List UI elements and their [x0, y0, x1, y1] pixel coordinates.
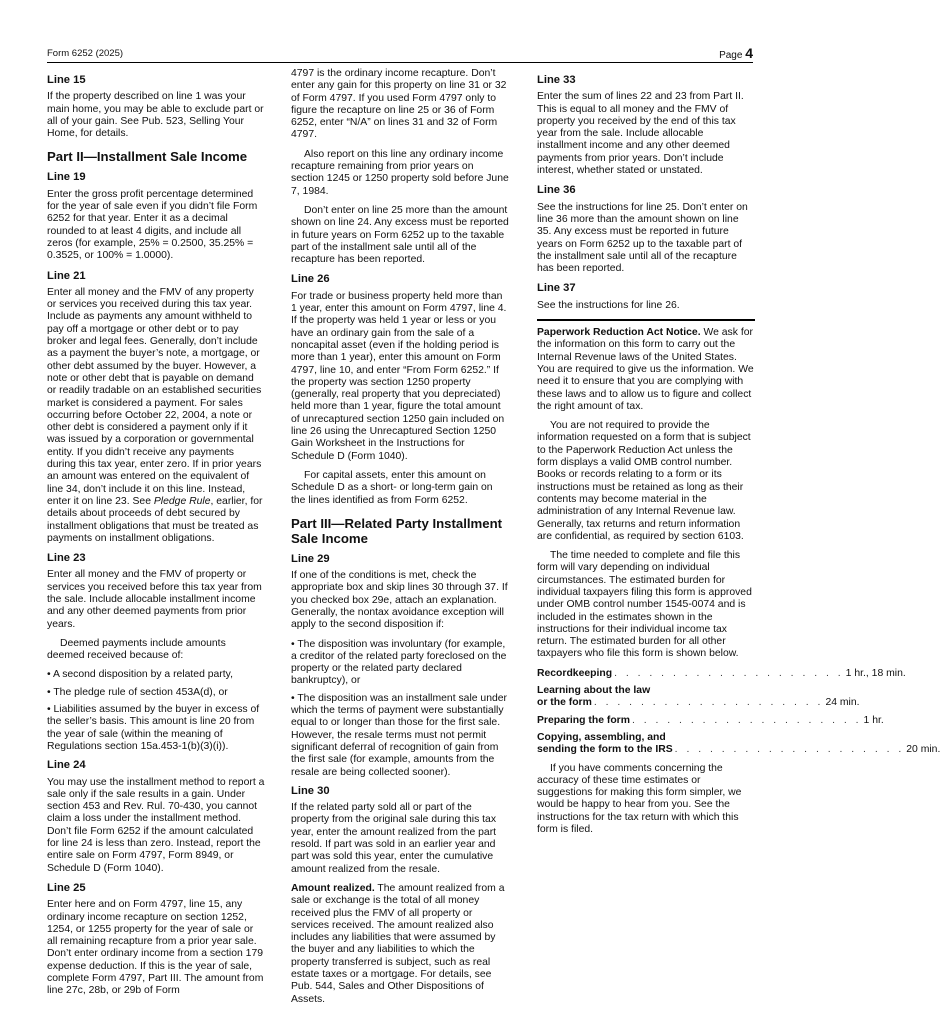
line15-text: If the property described on line 1 was your main home, you may be able to exclude part or all of your gain. See Pub. 523, Selling Your Home, for details. [47, 91, 264, 140]
time-value: 20 min. [906, 744, 940, 756]
line29-heading: Line 29 [291, 552, 330, 565]
part2-heading: Part II—Installment Sale Income [47, 149, 248, 165]
line26-heading: Line 26 [291, 273, 330, 286]
pra-label: Paperwork Reduction Act Notice. [537, 327, 701, 339]
column-1 [47, 68, 265, 1005]
line25-continued-text: 4797 is the ordinary income recapture. Don’t enter any gain for this property on line 31 or 32 of Form 4797. If you used Form 4797 only to figure the recapture on line 25 or 36 of Form 6252, enter “N/A” on lines 31 and 32 of Form 4797. [291, 68, 507, 141]
line37-heading: Line 37 [537, 282, 576, 295]
line36-text: See the instructions for line 25. Don’t enter on line 36 more than the amount shown on line 35. Any excess must be reported in future years on Form 6252 up to the taxable part of the installment sale until all of the recapture has been reported. [537, 201, 748, 275]
pledge-rule-reference: Pledge Rule [153, 495, 211, 507]
line24-text: You may use the installment method to report a sale only if the sale results in a gain. Under section 453 and Rev. Rul. 70-430, you cannot claim a loss under the installment method. Don’t file Form 6252 if the amount calculated for line 24 is less than zero. Instead, report the entire sale on Form 4797, Form 8949, or Schedule D (Form 1040). [47, 776, 265, 874]
time-label: Preparing the form [537, 714, 630, 726]
line25-continued-text-3: Don’t enter on line 25 more than the amount shown on line 24. Any excess must be reported in future years on Form 6252 up to the taxable part of the installment sale until all of the recapture has been reported. [291, 204, 509, 266]
time-row-copying [537, 731, 940, 757]
line23-text: Enter all money and the FMV of property or services you received before this tax year from the sale. Include allocable installment income and any other deemed payments from prior years. [47, 569, 262, 630]
dot-leader: . . . . . . . . . . . . . . . . . . . . [674, 744, 905, 756]
line26-text: For trade or business property held more than 1 year, enter this amount on Form 4797, line 4. If the property was held 1 year or less or you have an ordinary gain from the sale of a noncapital asset (even if the holding period is more than 1 year), enter this amount on Form 4797, line 10, and enter “From Form 6252.” If the property was section 1250 property (generally, real property that you depreciated) held more than 1 year, figure the total amount of unrecaptured section 1250 gain included on line 26 using the Unrecaptured Section 1250 Gain Worksheet in the Instructions for Schedule D (Form 1040). [291, 290, 507, 462]
line19-heading: Line 19 [47, 171, 86, 184]
time-label: or the form [537, 697, 592, 709]
column-2 [291, 68, 509, 1013]
line21-text [47, 287, 265, 545]
section-divider [537, 319, 755, 321]
pra-text: We ask for the information on this form to carry out the Internal Revenue laws of the United States. You are required to give us the information. We need it to ensure that you are complying with these laws and to allow us to figure and collect the right amount of tax. [537, 327, 754, 412]
line37-text: See the instructions for line 26. [537, 299, 680, 311]
time-label-line1: Copying, assembling, and [537, 731, 666, 743]
line25-continued-text-2: Also report on this line any ordinary income recapture remaining from prior years on section 1245 or 1250 property sold before June 7, 1984. [291, 148, 509, 197]
line15-heading: Line 15 [47, 74, 86, 86]
page-number-value: 4 [745, 45, 753, 61]
line29-text: If one of the conditions is met, check the appropriate box and skip lines 30 through 37. If you checked box 29e, attach an explanation. Generally, the nontax avoidance exception will apply to the second disposition if: [291, 570, 508, 631]
line19-text: Enter the gross profit percentage determined for the year of sale even if you didn’t file Form 6252 for that year. Enter it as a decimal rounded to at least 4 digits, and include all zeros (for example, 25% = 0.2500, 35.25% = 0.3525, or 100% = 1.0000). [47, 188, 258, 262]
time-row-learning [537, 685, 860, 710]
line21-text-b: , earlier, for details about proceeds of debt secured by installment obligations that must be treated as payments on installment obligations. [47, 495, 263, 544]
line30-heading: Line 30 [291, 784, 330, 797]
line25-heading: Line 25 [47, 881, 86, 894]
form-identifier: Form 6252 (2025) [47, 48, 124, 59]
line21-heading: Line 21 [47, 269, 86, 282]
line29-bullet: • The disposition was involuntary (for example, a creditor of the related party foreclosed on the property or the related party declared bankruptcy), or [291, 638, 507, 687]
amount-realized-paragraph [291, 883, 509, 1006]
line29-bullet: • The disposition was an installment sale under which the terms of payment were substantially equal to or longer than those for the first sale. However, the resale terms must not permit significant deferral of recognition of gain from the first sale (for example, amounts from the resale are being collected sooner). [291, 692, 507, 778]
amount-realized-label: Amount realized. [291, 882, 375, 894]
time-estimates-table [537, 667, 940, 757]
line21-text-a: Enter all money and the FMV of any property or services you received during this tax year. Include as payments any amount withheld to pay off a mortgage or other debt or to pay broker and legal fees. Generally, don’t include as a payment the buyer’s note, a mortgage, or other debt assumed by the buyer. However, a note or other debt that is payable on demand or readily tradable on an established securities market is considered a payment. For sales occurring before October 22, 2004, a note or other debt is considered a payment only if it was issued by a corporation or governmental entity. If you didn’t receive any payments during this tax year, enter zero. If in prior years an amount was entered on the equivalent of line 34, don’t include it on this line. Instead, enter it on line 23. See [47, 286, 262, 507]
time-label-line1: Learning about the law [537, 685, 651, 697]
time-value: 1 hr., 18 min. [845, 667, 906, 679]
time-label: sending the form to the IRS [537, 744, 673, 756]
page-label: Page [719, 50, 743, 61]
line36-heading: Line 36 [537, 184, 576, 197]
line26-text-2: For capital assets, enter this amount on Schedule D as a short- or long-term gain on the lines identified as from Form 6252. [291, 469, 493, 506]
dot-leader: . . . . . . . . . . . . . . . . . . . . [593, 697, 824, 709]
time-label: Recordkeeping [537, 667, 613, 679]
dot-leader: . . . . . . . . . . . . . . . . . . . . [614, 667, 844, 679]
line23-heading: Line 23 [47, 552, 86, 565]
page-number [719, 45, 753, 61]
line25-text: Enter here and on Form 4797, line 15, any ordinary income recapture on section 1252, 1254, or 1255 property for the year of sale or all remaining recapture from a prior year sale. Don’t enter ordinary income from a section 179 expense deduction. If this is the year of sale, complete Form 4797, Part III. The amount from line 27c, 28b, or 29b of Form [47, 899, 264, 997]
pra-text-3: The time needed to complete and file this form will vary depending on individual circumstances. The estimated burden for individual taxpayers filing this form is approved under OMB control number 1545-0074 and is included in the estimates shown in the instructions for their individual income tax return. The estimated burden for all other taxpayers who file this form is shown below. [537, 550, 752, 660]
line23-text-2: Deemed payments include amounts deemed received because of: [47, 637, 226, 662]
time-row-recordkeeping [537, 667, 906, 680]
amount-realized-text: The amount realized from a sale or exchange is the total of all money received plus the FMV of all property or services received. The amount realized also includes any liabilities that were assumed by the buyer and any liabilities to which the property transferred is subject, such as real estate taxes or a mortgage. For details, see Pub. 544, Sales and Other Dispositions of Assets. [291, 882, 505, 1005]
dot-leader: . . . . . . . . . . . . . . . . . . . . [631, 714, 862, 726]
line23-bullet: • Liabilities assumed by the buyer in excess of the seller’s basis. This amount is line 20 from the year of sale (within the meaning of Regulations section 15a.453-1(b)(3)(i)). [47, 704, 260, 752]
line24-heading: Line 24 [47, 759, 86, 772]
line23-bullet: • A second disposition by a related party, [47, 669, 233, 681]
pra-text-2: You are not required to provide the information requested on a form that is subject to the Paperwork Reduction Act unless the form displays a valid OMB control number. Books or records relating to a form or its instructions must be retained as long as their contents may become material in the administration of any Internal Revenue law. Generally, tax returns and return information are confidential, as required by section 6103. [537, 420, 751, 542]
line33-text: Enter the sum of lines 22 and 23 from Part II. This is equal to all money and the FMV of property you received by the end of this tax year from the sale. Include allocable installment income and any other deemed payments from prior years. Don’t include interest, whether stated or unstated. [537, 91, 744, 177]
time-row-preparing [537, 714, 884, 727]
page-header [47, 45, 753, 61]
line23-bullet: • The pledge rule of section 453A(d), or [47, 686, 228, 698]
header-rule [47, 62, 753, 63]
line30-text: If the related party sold all or part of the property from the original sale during this tax year, enter the amount realized from the part resold. If part was sold in an earlier year and part was sold this year, enter the cumulative amount realized from the resale. [291, 802, 497, 875]
time-value: 1 hr. [863, 714, 884, 726]
part3-heading: Part III—Related Party Installment Sale Income [291, 515, 503, 546]
pra-text-4: If you have comments concerning the accuracy of these time estimates or suggestions for making this form simpler, we would be happy to hear from you. See the instructions for the tax return with which this form is filed. [537, 762, 742, 836]
paperwork-reduction-notice [537, 327, 755, 413]
time-value: 24 min. [825, 697, 860, 709]
line33-heading: Line 33 [537, 74, 576, 86]
column-3 [537, 68, 940, 843]
